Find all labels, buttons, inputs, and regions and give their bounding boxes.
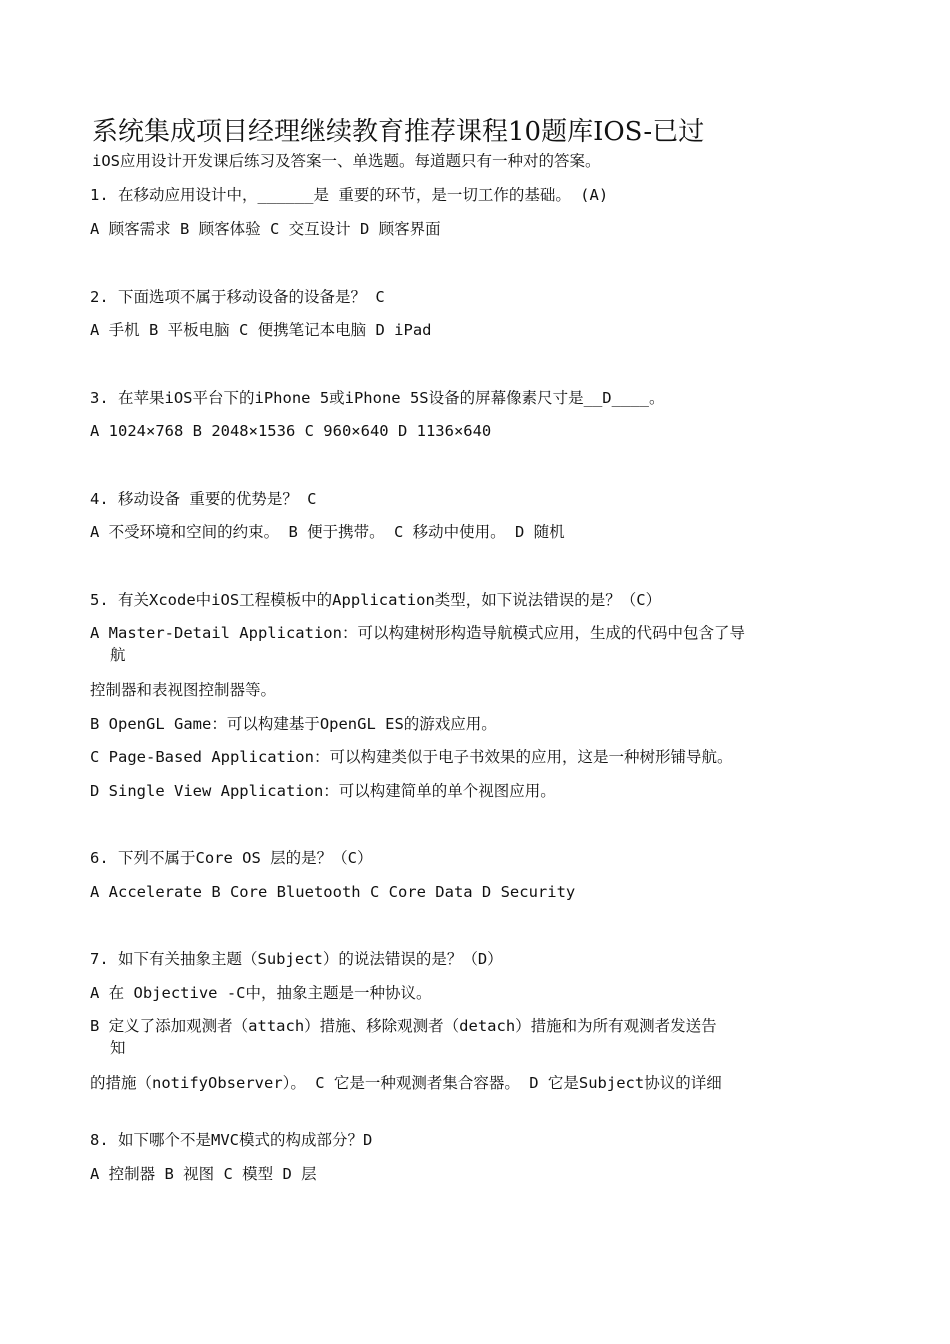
question-1-options: A 顾客需求 B 顾客体验 C 交互设计 D 顾客界面 [90, 220, 441, 238]
question-5-option-a-continued: 控制器和表视图控制器等。 [90, 681, 277, 699]
question-5-option-d: D Single View Application：可以构建简单的单个视图应用。 [90, 782, 556, 800]
question-7-option-b [90, 1015, 870, 1059]
question-7-text: 7. 如下有关抽象主题（Subject）的说法错误的是？（D） [90, 950, 503, 968]
question-3-options: A 1024×768 B 2048×1536 C 960×640 D 1136×640 [90, 422, 492, 440]
question-1-text: 1. 在移动应用设计中，______是 重要的环节，是一切工作的基础。 (A) [90, 186, 609, 204]
question-5-option-a-wrap: 航 [110, 646, 126, 664]
question-5-option-a-line: A Master-Detail Application：可以构建树形构造导航模式应用，生成的代码中包含了导 [90, 624, 745, 642]
question-5-option-c: C Page-Based Application：可以构建类似于电子书效果的应用，这是一种树形铺导航。 [90, 748, 733, 766]
question-7-option-a: A 在 Objective -C中，抽象主题是一种协议。 [90, 984, 432, 1002]
question-5-option-a [90, 622, 870, 666]
question-4-text: 4. 移动设备 重要的优势是？ C [90, 490, 317, 508]
question-2-options: A 手机 B 平板电脑 C 便携笔记本电脑 D iPad [90, 321, 432, 339]
question-8-text: 8. 如下哪个不是MVC模式的构成部分？D [90, 1131, 373, 1149]
question-5-text: 5. 有关Xcode中iOS工程模板中的Application类型，如下说法错误的是？（C） [90, 591, 662, 609]
question-3-text: 3. 在苹果iOS平台下的iPhone 5或iPhone 5S设备的屏幕像素尺寸是__D____。 [90, 389, 665, 407]
question-6-text: 6. 下列不属于Core OS 层的是？（C） [90, 849, 373, 867]
question-8-options: A 控制器 B 视图 C 模型 D 层 [90, 1165, 317, 1183]
question-2-text: 2. 下面选项不属于移动设备的设备是？ C [90, 288, 385, 306]
question-6-options: A Accelerate B Core Bluetooth C Core Data D Security [90, 883, 576, 901]
question-7-option-b-line: B 定义了添加观测者（attach）措施、移除观测者（detach）措施和为所有观测者发送告 [90, 1017, 717, 1035]
question-7-option-b-continued: 的措施（notifyObserver）。 C 它是一种观测者集合容器。 D 它是Subject协议的详细 [90, 1074, 722, 1092]
question-7-option-b-wrap: 知 [110, 1039, 126, 1057]
document-title: 系统集成项目经理继续教育推荐课程10题库IOS-已过 [92, 117, 705, 147]
question-4-options: A 不受环境和空间的约束。 B 便于携带。 C 移动中使用。 D 随机 [90, 523, 565, 541]
question-5-option-b: B OpenGL Game：可以构建基于OpenGL ES的游戏应用。 [90, 715, 497, 733]
document-subtitle: iOS应用设计开发课后练习及答案一、单选题。每道题只有一种对的答案。 [92, 152, 601, 170]
